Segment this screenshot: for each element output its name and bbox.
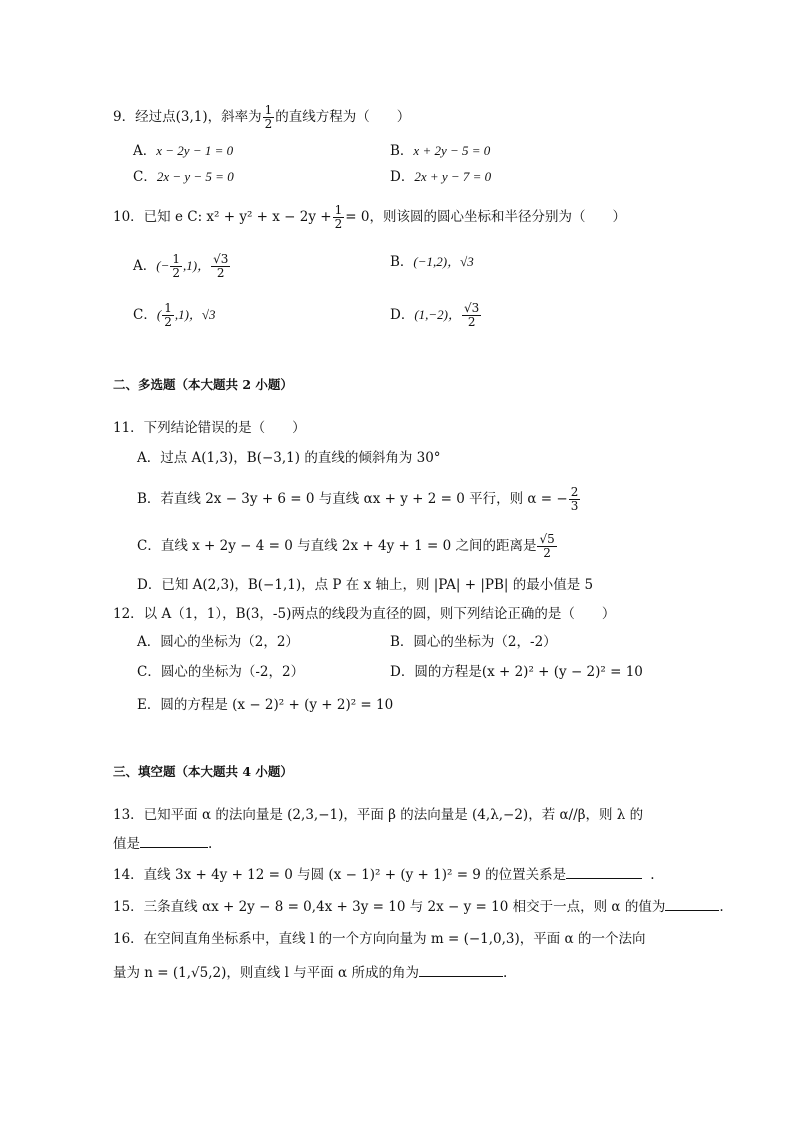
q9-option-c xyxy=(133,168,234,186)
q13-line1: 13．已知平面 α 的法向量是 (2,3,−1)，平面 β 的法向量是 (4,λ,−2)，若 α//β，则 λ 的 xyxy=(113,807,644,823)
q14-stem: 14．直线 3x + 4y + 12 = 0 与圆 (x − 1)² + (y + 1)² = 9 的位置关系是 xyxy=(113,867,567,883)
q15-answer-blank[interactable] xyxy=(665,898,719,911)
q9-option-a-label: A． xyxy=(133,143,157,159)
section-2-heading: 二、多选题（本大题共 2 小题） xyxy=(113,377,293,392)
q9-option-d-label: D． xyxy=(390,169,415,185)
q12-option-a: A．圆心的坐标为（2，2） xyxy=(137,634,299,650)
q9-option-c-text: 2x − y − 5 = 0 xyxy=(156,169,234,184)
q11-option-c-text: C．直线 x + 2y − 4 = 0 与直线 2x + 4y + 1 = 0 之间的距离是 xyxy=(137,538,537,554)
q10-option-c xyxy=(133,302,216,329)
section-3-heading: 三、填空题（本大题共 4 小题） xyxy=(113,764,293,779)
q16-end: . xyxy=(502,965,508,981)
q10-option-b xyxy=(390,253,474,271)
q9-slope-denominator: 2 xyxy=(264,117,273,131)
q10-option-a-label: A． xyxy=(133,258,157,274)
q10-option-d xyxy=(390,302,482,329)
q10-option-c-x-numerator: 1 xyxy=(164,301,172,315)
q10-option-c-open: ( xyxy=(156,307,162,322)
q10-option-a-close: ,1)， xyxy=(183,258,211,273)
q10-option-a-x-denominator: 2 xyxy=(172,266,180,280)
q11-option-a: A．过点 A(1,3)，B(−3,1) 的直线的倾斜角为 30° xyxy=(137,450,441,466)
q10-fraction-denominator: 2 xyxy=(334,217,343,231)
q11-option-c xyxy=(137,533,558,560)
q12-option-d: D．圆的方程是(x + 2)² + (y − 2)² = 10 xyxy=(390,664,643,680)
q11-stem: 11．下列结论错误的是（ ） xyxy=(113,420,306,436)
q9-option-d-text: 2x + y − 7 = 0 xyxy=(414,169,492,184)
q10-fraction xyxy=(333,204,345,231)
q11-option-b-text: B．若直线 2x − 3y + 6 = 0 与直线 αx + y + 2 = 0 平行，则 α = − xyxy=(137,491,568,507)
q13-line2-text: 值是 xyxy=(113,836,140,852)
q9-option-a xyxy=(133,142,233,160)
q10-option-d-radius-denominator: 2 xyxy=(467,315,476,329)
q13-answer-blank[interactable] xyxy=(140,835,208,848)
q10-option-d-label: D． xyxy=(390,307,415,323)
q9-slope-numerator: 1 xyxy=(264,103,273,117)
q11-option-c-fraction xyxy=(537,533,556,560)
q10-option-b-text: (−1,2)，√3 xyxy=(413,254,474,269)
q9-option-c-label: C． xyxy=(133,169,157,185)
q9-stem-text: 9．经过点(3,1)，斜率为 xyxy=(113,109,262,125)
q10-option-c-x-denominator: 2 xyxy=(164,315,172,329)
q10-option-a-radius-denominator: 2 xyxy=(216,266,225,280)
q10-option-a-x-fraction xyxy=(170,253,182,280)
q10-option-a-radius-fraction xyxy=(211,253,230,280)
q11-option-c-denominator: 2 xyxy=(543,546,551,560)
q9-option-b-label: B． xyxy=(390,143,414,159)
q14-end: . xyxy=(650,867,655,883)
q13-end: . xyxy=(208,836,213,852)
q9-stem xyxy=(113,104,410,131)
q10-stem-text: 10．已知 e C: x² + y² + x − 2y + xyxy=(113,209,332,225)
q15-stem: 15．三条直线 αx + 2y − 8 = 0,4x + 3y = 10 与 2x − y = 10 相交于一点，则 α 的值为 xyxy=(113,899,666,915)
q10-stem xyxy=(113,204,626,231)
q12-option-e: E．圆的方程是 (x − 2)² + (y + 2)² = 10 xyxy=(137,697,394,713)
q10-option-d-radius-numerator: √3 xyxy=(464,301,480,315)
q11-option-b-numerator: 2 xyxy=(570,485,579,499)
q10-option-b-label: B． xyxy=(390,254,414,270)
q12-option-b: B．圆心的坐标为（2，-2） xyxy=(390,634,557,650)
q13-line2 xyxy=(113,835,212,853)
q10-option-c-close: ,1)，√3 xyxy=(174,307,216,322)
q9-slope-fraction xyxy=(263,104,275,131)
q9-option-b xyxy=(390,142,490,160)
q14-answer-blank[interactable] xyxy=(566,866,642,879)
q10-fraction-numerator: 1 xyxy=(334,203,343,217)
q9-option-a-text: x − 2y − 1 = 0 xyxy=(156,143,234,158)
q12-option-c: C．圆心的坐标为（-2，2） xyxy=(137,664,305,680)
q10-option-a-open: (− xyxy=(156,258,170,273)
q15-end: . xyxy=(719,899,724,915)
q11-option-d: D．已知 A(2,3)，B(−1,1)，点 P 在 x 轴上，则 |PA| + |PB| 的最小值是 5 xyxy=(137,577,594,593)
q16-line2-text: 量为 n = (1,√5,2)，则直线 l 与平面 α 所成的角为 xyxy=(113,965,419,981)
q15-line xyxy=(113,898,724,916)
q10-option-c-label: C． xyxy=(133,307,157,323)
q11-option-c-numerator: √5 xyxy=(539,532,555,546)
q10-option-a-x-numerator: 1 xyxy=(172,252,180,266)
q11-option-b xyxy=(137,486,581,513)
q14-line xyxy=(113,866,654,884)
q12-stem: 12．以 A（1，1），B(3，-5)两点的线段为直径的圆，则下列结论正确的是（ ） xyxy=(113,606,616,622)
q16-line2 xyxy=(113,964,507,982)
q11-option-b-denominator: 3 xyxy=(570,499,579,513)
q10-option-d-text: (1,−2)， xyxy=(414,307,462,322)
q10-option-a-radius-numerator: √3 xyxy=(213,252,229,266)
q16-answer-blank[interactable] xyxy=(419,964,503,977)
q10-stem-tail: = 0，则该圆的圆心坐标和半径分别为（ ） xyxy=(345,209,626,225)
q10-option-c-x-fraction xyxy=(162,302,174,329)
q10-option-d-radius-fraction xyxy=(462,302,481,329)
q16-line1: 16．在空间直角坐标系中，直线 l 的一个方向向量为 m = (−1,0,3)，平面 α 的一个法向 xyxy=(113,931,646,947)
q9-option-b-text: x + 2y − 5 = 0 xyxy=(413,143,491,158)
q10-option-a xyxy=(133,253,231,280)
q9-option-d xyxy=(390,168,491,186)
q11-option-b-fraction xyxy=(569,486,581,513)
q9-stem-tail: 的直线方程为（ ） xyxy=(275,109,411,125)
